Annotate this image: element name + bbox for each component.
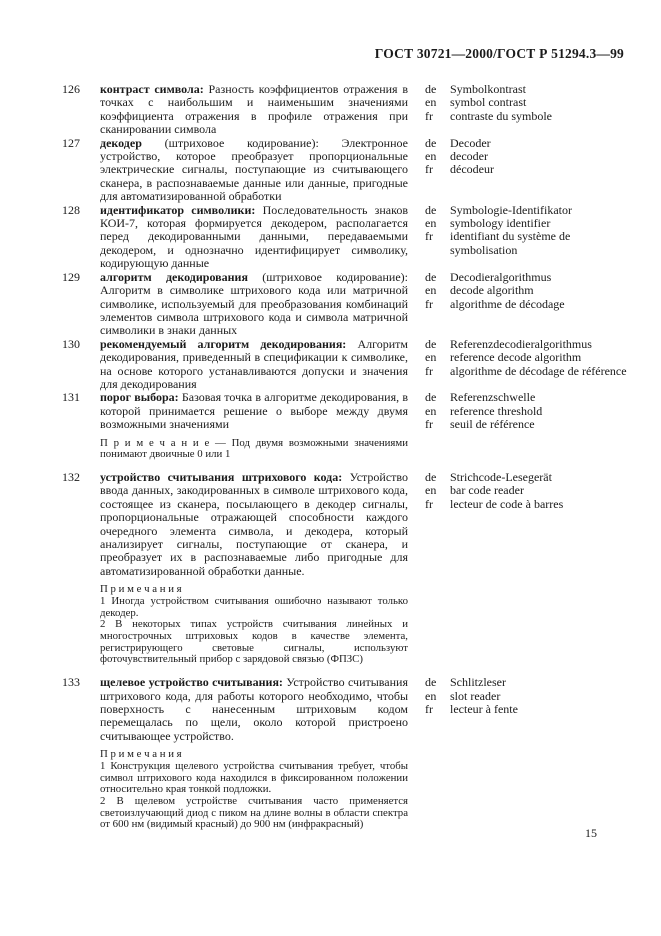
translation-lang: en — [425, 149, 437, 164]
translation-lang: fr — [425, 229, 433, 244]
entries-list — [62, 83, 630, 841]
entry-translations-column — [425, 338, 630, 378]
translation-lang: fr — [425, 363, 433, 378]
entry-definition-text: Базовая точка в алгоритме декодирования, в которой принимается решение о выборе между двумя возможными значениями — [100, 390, 408, 432]
entry-130 — [62, 338, 630, 392]
translation-lang: fr — [425, 496, 433, 511]
entry-definition — [100, 338, 408, 392]
translation-row-de — [425, 83, 630, 96]
entry-term-qualifier: (штриховое кодирование): — [247, 269, 408, 284]
translation-term: Referenzdecodieralgorithmus — [450, 336, 592, 351]
translation-term: identifiant du système de symbolisation — [450, 229, 571, 257]
entry-definition — [100, 271, 408, 338]
entry-translations-column — [425, 391, 630, 431]
translation-lang: de — [425, 390, 437, 405]
translation-term: slot reader — [450, 688, 501, 703]
entry-term: декодер — [100, 135, 142, 150]
translation-lang: fr — [425, 162, 433, 177]
entry-definition-text: Разность коэффициентов отражения в точках с наибольшим и наименьшим значениями коэффициента отражения в профиле отражения при сканировании символа — [100, 82, 408, 137]
entry-notes-header: П р и м е ч а н и я — [100, 583, 182, 596]
entry-note-item-1: 1 Иногда устройством считывания ошибочно называют только декодер. — [100, 594, 408, 619]
entry-definition-column — [100, 338, 408, 392]
translation-lang: en — [425, 95, 437, 110]
translation-row-fr — [425, 498, 630, 511]
translation-row-en — [425, 96, 630, 109]
translation-term: reference threshold — [450, 403, 543, 418]
entry-133 — [62, 676, 630, 841]
entry-definition-column — [100, 137, 408, 204]
translation-row-en — [425, 484, 630, 497]
translation-term: Strichcode-Lesegerät — [450, 469, 552, 484]
entry-definition-text: Алгоритм декодирования, приведенный в спецификации к символике, на основе которого устанавливаются допуски и значения для декодирования — [100, 336, 408, 391]
translation-term: Symbologie-Identifikator — [450, 202, 572, 217]
entry-note: П р и м е ч а н и е — Под двумя возможными значениями понимают двоичные 0 или 1 — [100, 436, 408, 461]
translation-lang: de — [425, 269, 437, 284]
entry-translations-column — [425, 676, 630, 716]
entry-definition — [100, 471, 408, 578]
translation-lang: de — [425, 202, 437, 217]
entry-number: 130 — [62, 336, 80, 351]
entry-number: 128 — [62, 202, 80, 217]
entry-definition-column — [100, 676, 408, 841]
translation-lang: en — [425, 403, 437, 418]
translation-row-en — [425, 217, 630, 230]
entry-translations-column — [425, 204, 630, 258]
entry-definition-text: Электронное устройство, которое преобразует пропорциональные электрические сигналы, поступающие из считывающего сканера, в распознаваемые данные или данные, пригодные для автоматизированной обработки — [100, 135, 408, 204]
translation-lang: de — [425, 469, 437, 484]
translation-row-de — [425, 391, 630, 404]
entry-129 — [62, 271, 630, 338]
entry-definition-text: Устройство считывания штрихового кода, для работы которого необходимо, чтобы поверхность с нанесенным штриховым кодом перемещалась по щели, около которой пристроено считывающее устройство. — [100, 675, 408, 743]
translation-term: Schlitzleser — [450, 675, 506, 690]
entry-number: 127 — [62, 135, 80, 150]
entry-note-item-2: 2 В щелевом устройстве считывания часто применяется светоизлучающий диод с пиком на длине волны в области спектра от 600 нм (видимый красный) до 900 нм (инфракрасный) — [100, 794, 408, 831]
translation-row-fr — [425, 230, 630, 257]
translation-term: decode algorithm — [450, 283, 534, 298]
entry-definition — [100, 137, 408, 204]
translation-row-fr — [425, 298, 630, 311]
translation-term: Decodieralgorithmus — [450, 269, 552, 284]
translation-term: Decoder — [450, 135, 491, 150]
translation-lang: de — [425, 675, 437, 690]
translation-lang: de — [425, 135, 437, 150]
entry-definition-text: Последовательность знаков КОИ-7, которая формируется декодером, располагается перед декодированными данными, передаваемыми декодером, и однозначно идентифицирует символику, кодирующую данные — [100, 202, 408, 271]
entry-term: устройство считывания штрихового кода: — [100, 469, 343, 484]
entry-definition — [100, 204, 408, 271]
entry-translations-column — [425, 471, 630, 511]
entry-term: идентификатор символики: — [100, 202, 256, 217]
entry-126 — [62, 83, 630, 137]
translation-lang: fr — [425, 296, 433, 311]
translation-term: symbol contrast — [450, 95, 527, 110]
translation-term: seuil de référence — [450, 417, 535, 432]
translation-term: décodeur — [450, 162, 494, 177]
translation-lang: de — [425, 336, 437, 351]
entry-term: порог выбора: — [100, 390, 179, 405]
translation-row-fr — [425, 703, 630, 716]
translation-row-de — [425, 271, 630, 284]
entry-definition-text: Устройство ввода данных, закодированных в символе штрихового кода, состоящее из сканера, посылающего в декодер сигналы, пропорциональные отражающей способности каждого очередного элемента символа, и декодера, который анализирует сигналы, поступающие от сканера, и преобразует их в распознаваемые либо пригодные для автоматизированной обработки данные. — [100, 469, 408, 578]
entry-definition — [100, 391, 408, 431]
entry-notes-header: П р и м е ч а н и я — [100, 748, 182, 761]
translation-row-de — [425, 471, 630, 484]
translation-row-en — [425, 284, 630, 297]
entry-note-item-2: 2 В некоторых типах устройств считывания линейных и многострочных штриховых кодов в качестве элемента, регистрирующего световые сигналы, используют фоточувствительный прибор с зарядовой связью (ФПЗС) — [100, 618, 408, 666]
entry-term: рекомендуемый алгоритм декодирования: — [100, 336, 347, 351]
translation-lang: en — [425, 688, 437, 703]
translation-term: lecteur de code à barres — [450, 496, 564, 511]
entry-number: 131 — [62, 390, 80, 405]
entry-notes-block — [100, 749, 408, 831]
translation-lang: en — [425, 216, 437, 231]
translation-term: Symbolkontrast — [450, 82, 527, 96]
translation-term: decoder — [450, 149, 488, 164]
translation-lang: en — [425, 483, 437, 498]
entry-number: 133 — [62, 675, 80, 690]
entry-translations-column — [425, 271, 630, 311]
translation-row-de — [425, 676, 630, 689]
page-number: 15 — [585, 826, 597, 840]
translation-term: reference decode algorithm — [450, 350, 582, 365]
entry-translations-column — [425, 83, 630, 123]
translation-row-fr — [425, 365, 630, 378]
entry-128 — [62, 204, 630, 271]
translation-row-fr — [425, 418, 630, 431]
entry-translations-column — [425, 137, 630, 177]
translation-row-de — [425, 137, 630, 150]
translation-lang: fr — [425, 108, 433, 123]
entry-definition-column — [100, 271, 408, 338]
entry-term: щелевое устройство считывания: — [100, 675, 283, 690]
translation-row-en — [425, 690, 630, 703]
entry-definition — [100, 83, 408, 137]
entry-notes-block — [100, 584, 408, 666]
translation-row-fr — [425, 110, 630, 123]
translation-row-en — [425, 351, 630, 364]
entry-term: контраст символа: — [100, 82, 204, 96]
translation-lang: en — [425, 350, 437, 365]
entry-definition-column — [100, 204, 408, 271]
entry-number: 126 — [62, 82, 80, 96]
translation-term: algorithme de décodage de référence — [450, 363, 627, 378]
translation-row-en — [425, 405, 630, 418]
entry-term: алгоритм декодирования — [100, 269, 248, 284]
translation-term: symbology identifier — [450, 216, 551, 231]
translation-row-de — [425, 204, 630, 217]
translation-term: lecteur à fente — [450, 701, 518, 716]
entry-127 — [62, 137, 630, 204]
entry-definition-column — [100, 83, 408, 137]
entry-131 — [62, 391, 630, 471]
entry-number: 129 — [62, 269, 80, 284]
entry-definition — [100, 676, 408, 743]
translation-term: bar code reader — [450, 483, 524, 498]
entry-132 — [62, 471, 630, 676]
document-header: ГОСТ 30721—2000/ГОСТ Р 51294.3—99 — [374, 46, 624, 61]
translation-term: contraste du symbole — [450, 108, 552, 123]
translation-lang: fr — [425, 701, 433, 716]
entry-definition-column — [100, 471, 408, 676]
translation-row-fr — [425, 163, 630, 176]
translation-term: algorithme de décodage — [450, 296, 565, 311]
entry-number: 132 — [62, 469, 80, 484]
translation-lang: de — [425, 82, 437, 96]
entry-definition-column — [100, 391, 408, 471]
translation-lang: fr — [425, 417, 433, 432]
translation-row-en — [425, 150, 630, 163]
translation-lang: en — [425, 283, 437, 298]
translation-row-de — [425, 338, 630, 351]
translation-term: Referenzschwelle — [450, 390, 536, 405]
page-content — [62, 46, 630, 841]
entry-definition-text: Алгоритм в символике штрихового кода или матричной символике, используемый для преобразования комбинаций элементов символа штрихового кода и символа матричной символики в знаки данных — [100, 283, 408, 338]
entry-term-qualifier: (штриховое кодирование): — [141, 135, 319, 150]
entry-note-item-1: 1 Конструкция щелевого устройства считывания требует, чтобы символ штрихового кода находился в фиксированном положении относительно края тонкой подложки. — [100, 759, 408, 796]
